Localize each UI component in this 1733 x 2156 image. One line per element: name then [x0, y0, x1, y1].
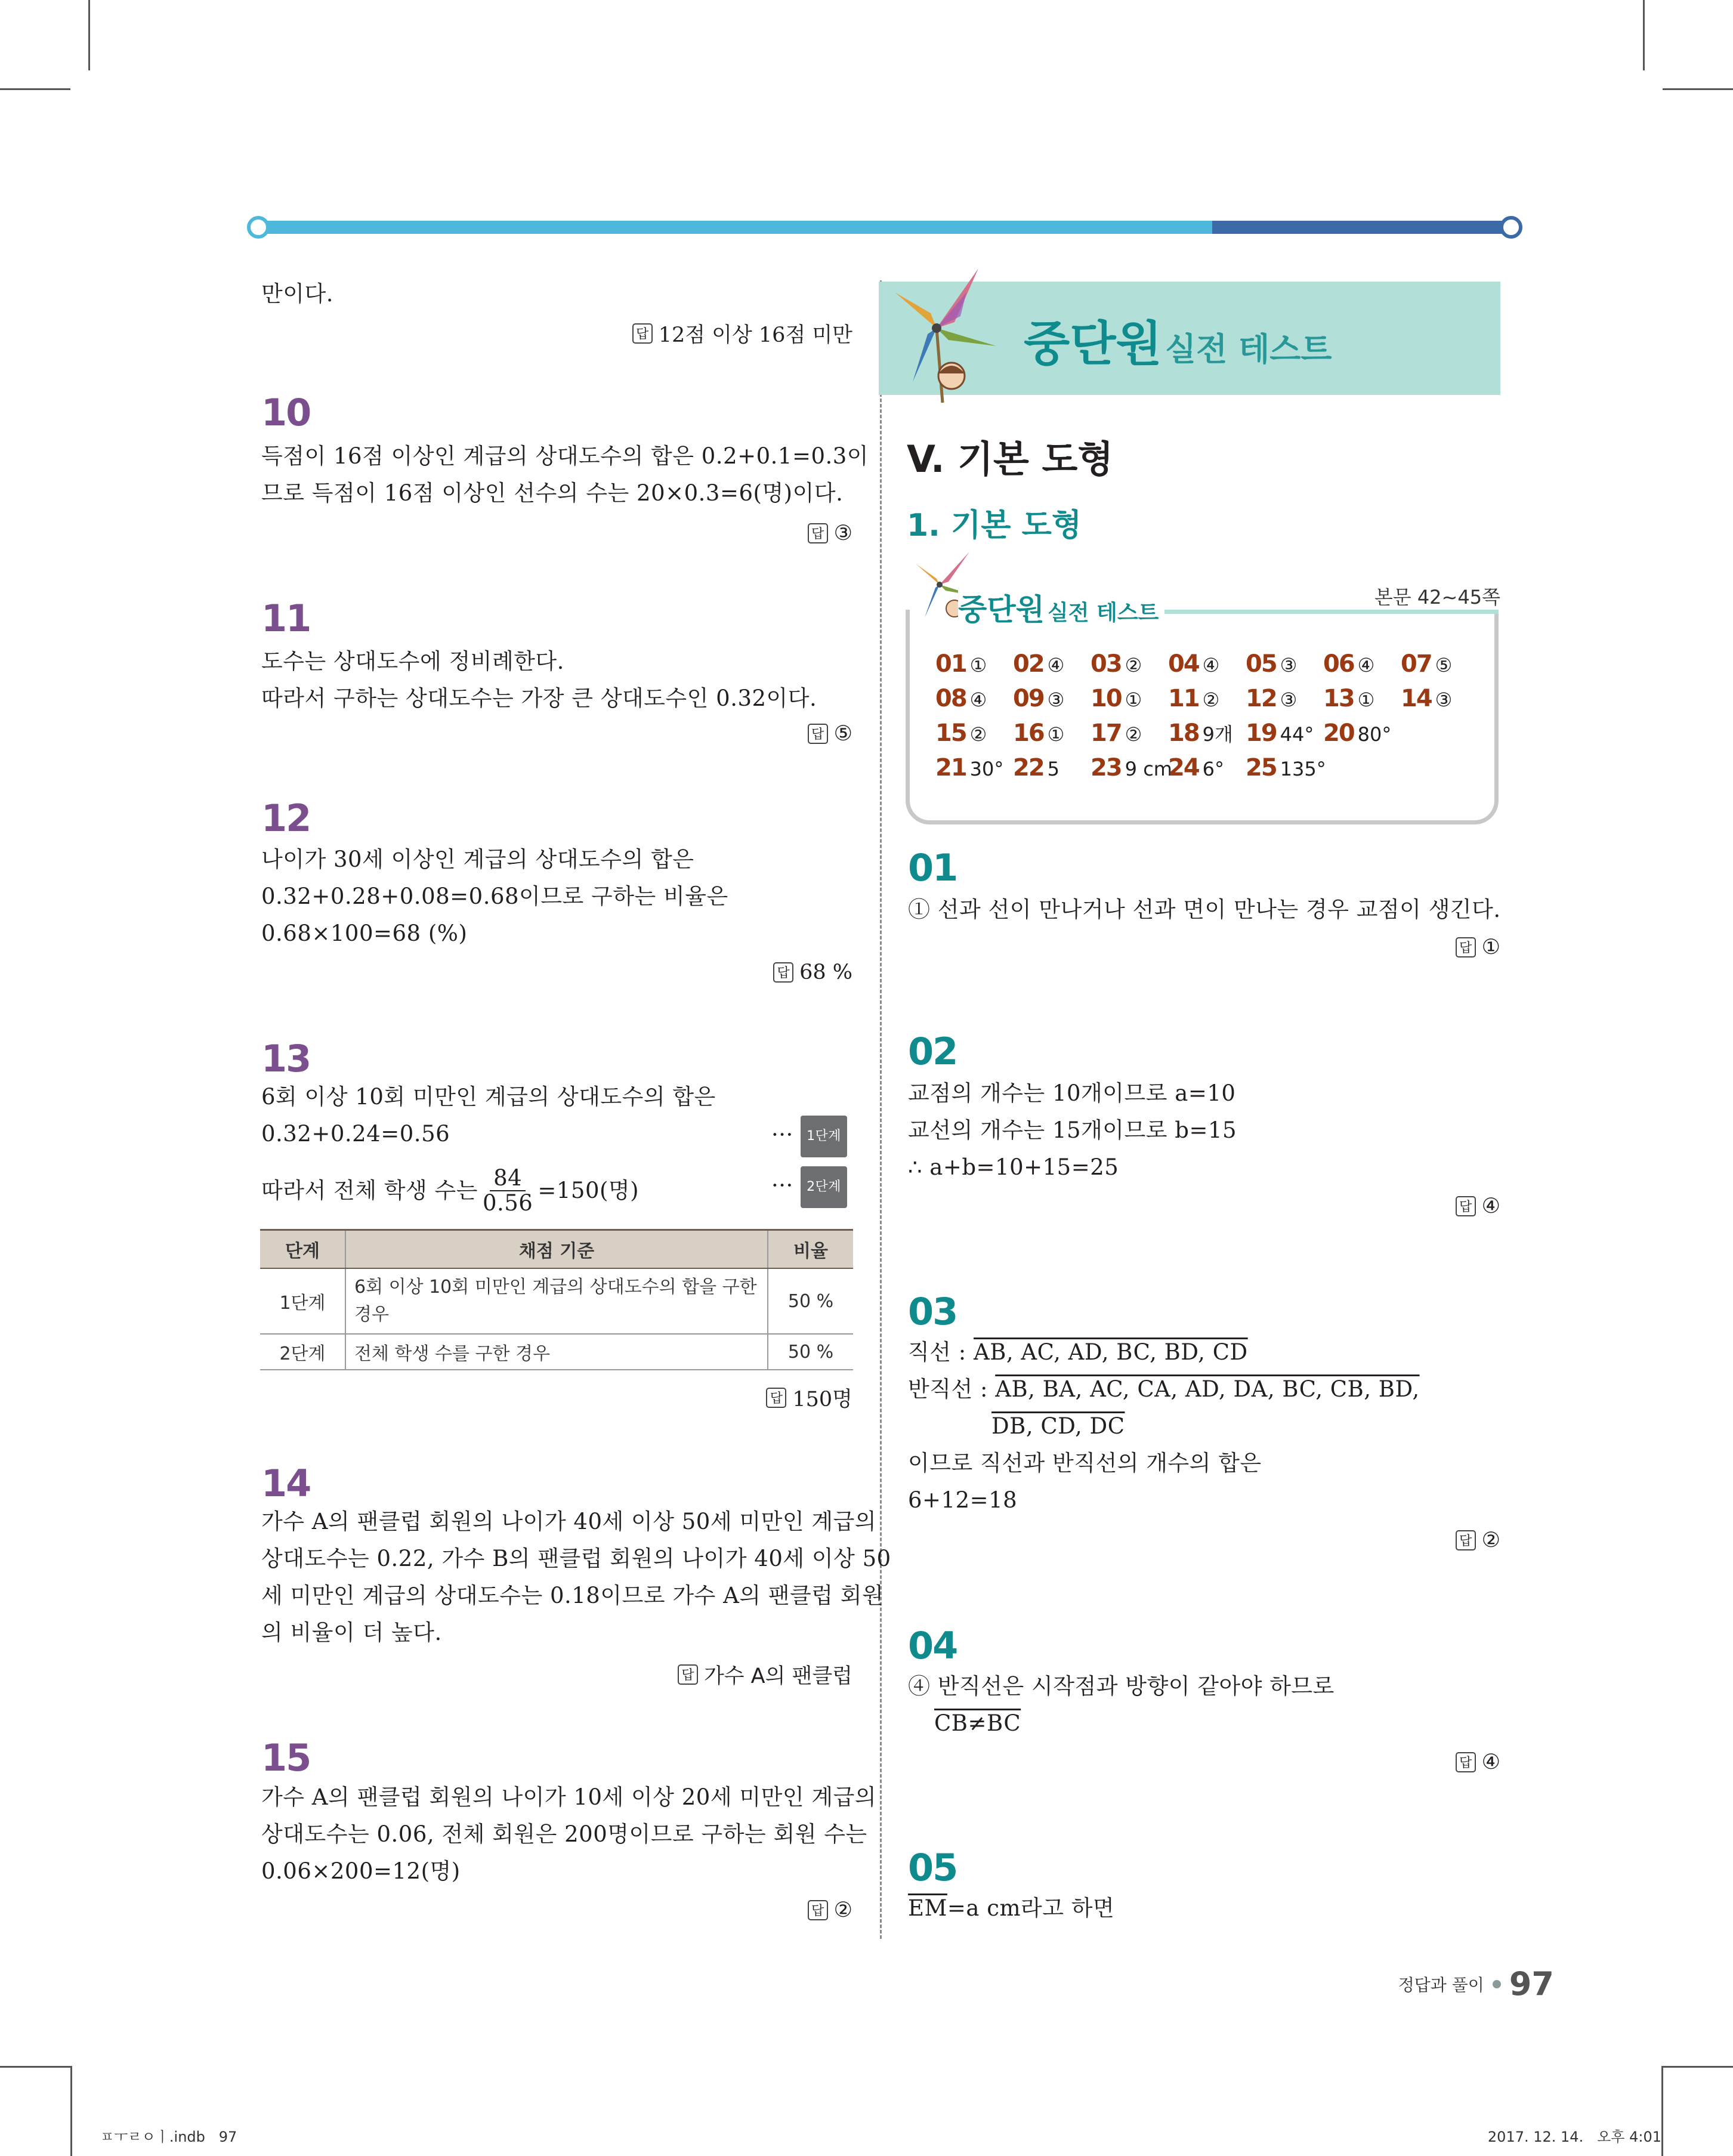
quick-answer-item: 01 ① [935, 650, 987, 678]
question-number: 03 [908, 1290, 957, 1333]
quick-answer-item: 04 ④ [1168, 650, 1220, 678]
solution-line: 득점이 16점 이상인 계급의 상대도수의 합은 0.2+0.1=0.3이 [261, 443, 869, 469]
quick-answer-item: 23 9 cm [1091, 754, 1172, 782]
table-row [260, 1268, 853, 1334]
solution-line: 0.32+0.28+0.08=0.68이므로 구하는 비율은 [261, 884, 728, 909]
crop-mark [0, 2066, 70, 2068]
solution-line: ④ 반직선은 시작점과 방향이 같아야 하므로 [908, 1673, 1334, 1699]
pinwheel-icon [889, 257, 1008, 406]
quick-answer-item: 16 ① [1013, 719, 1065, 747]
quick-answer-item: 19 44° [1246, 719, 1314, 747]
solution-line: 상대도수는 0.06, 전체 회원은 200명이므로 구하는 회원 수는 [261, 1821, 867, 1847]
quick-answer-item: 14 ③ [1401, 685, 1453, 712]
quick-answer-item: 22 5 [1013, 754, 1060, 782]
solution-line: 따라서 구하는 상대도수는 가장 큰 상대도수인 0.32이다. [261, 685, 817, 711]
answer: 답 12점 이상 16점 미만 [632, 319, 852, 348]
solution-line: 0.32+0.24=0.56 [261, 1121, 450, 1147]
question-number: 05 [908, 1846, 957, 1889]
header-bar [258, 221, 1505, 234]
table-header: 채점 기준 [345, 1230, 768, 1269]
solution-line: 도수는 상대도수에 정비례한다. [261, 648, 564, 674]
step-badge: 2단계 [801, 1166, 847, 1208]
quick-answer-item [1323, 754, 1401, 782]
answer: 답 ② [1456, 1528, 1500, 1552]
answer: 답 ② [808, 1898, 852, 1922]
answer-mark-icon: 답 [1456, 1752, 1476, 1772]
solution-line: ∴ a+b=10+15=25 [908, 1154, 1119, 1180]
step-badge: 1단계 [801, 1116, 847, 1157]
print-date: 2017. 12. 14. 오후 4:01 [1487, 2129, 1661, 2145]
answer-mark-icon: 답 [1456, 1196, 1476, 1216]
table-header: 비율 [768, 1230, 853, 1269]
footer-label: 정답과 풀이 [1398, 1975, 1484, 1995]
column-divider [880, 280, 882, 1939]
solution-line: 교선의 개수는 15개이므로 b=15 [908, 1117, 1237, 1143]
quick-answer-item: 08 ④ [935, 685, 987, 712]
answer-mark-icon: 답 [808, 523, 828, 543]
table-cell: 전체 학생 수를 구한 경우 [345, 1334, 768, 1370]
answer: 답 ① [1456, 935, 1500, 959]
solution-line: 0.06×200=12(명) [261, 1858, 461, 1884]
intro-text: 만이다. [261, 281, 333, 307]
quick-answer-grid [935, 650, 1478, 782]
quick-answer-item: 02 ④ [1013, 650, 1065, 678]
box-top-line [1163, 610, 1499, 614]
solution-line: 6회 이상 10회 미만인 계급의 상대도수의 합은 [261, 1084, 716, 1110]
quick-answer-item: 09 ③ [1013, 685, 1065, 712]
question-number: 15 [261, 1736, 311, 1780]
answer: 답 ④ [1456, 1750, 1500, 1774]
scoring-table [260, 1229, 853, 1370]
solution-line: 6+12=18 [908, 1487, 1018, 1513]
quick-answer-item: 07 ⑤ [1401, 650, 1453, 678]
print-file-name: ㅍㅜㄹㅇㅣ.indb 97 [100, 2129, 237, 2145]
answer-mark-icon: 답 [773, 962, 793, 983]
answer-mark-icon: 답 [808, 724, 828, 744]
table-cell: 50 % [768, 1334, 853, 1370]
quick-answer-item: 21 30° [935, 754, 1004, 782]
table-header: 단계 [260, 1230, 345, 1269]
quick-answer-item: 18 9개 [1168, 719, 1233, 747]
question-number: 01 [908, 846, 957, 889]
crop-mark [1663, 88, 1733, 90]
answer-mark-icon: 답 [766, 1388, 786, 1408]
page-footer [1398, 1965, 1554, 2003]
quick-answer-item [1401, 719, 1478, 747]
question-number: 04 [908, 1624, 957, 1667]
ray-list: DB, CD, DC [991, 1413, 1125, 1439]
solution-line: ① 선과 선이 만나거나 선과 면이 만나는 경우 교점이 생긴다. [908, 897, 1501, 922]
bullet-icon [1493, 1980, 1501, 1988]
table-header-row [260, 1230, 853, 1269]
answer-mark-icon: 답 [632, 323, 653, 344]
fraction: $\frac{84}{0.56}$ [482, 1165, 533, 1216]
answer: 답 가수 A의 팬클럽 [678, 1660, 852, 1689]
solution-line: 상대도수는 0.22, 가수 B의 팬클럽 회원의 나이가 40세 이상 50 [261, 1546, 891, 1571]
page-reference: 본문 42~45쪽 [1374, 586, 1500, 609]
question-number: 02 [908, 1030, 957, 1073]
solution-line: 므로 득점이 16점 이상인 선수의 수는 20×0.3=6(명)이다. [261, 480, 844, 506]
question-number: 12 [261, 796, 311, 840]
answer-mark-icon: 답 [808, 1900, 828, 1920]
answer-mark-icon: 답 [1456, 937, 1476, 957]
solution-line: 세 미만인 계급의 상대도수는 0.18이므로 가수 A의 팬클럽 회원 [261, 1583, 884, 1608]
section-title: 1. 기본 도형 [907, 508, 1082, 543]
answer: 답 ④ [1456, 1194, 1500, 1218]
table-cell: 1단계 [260, 1268, 345, 1334]
solution-line: 반직선 : AB, BA, AC, CA, AD, DA, BC, CB, BD, [908, 1376, 1420, 1402]
solution-line [991, 1408, 1125, 1445]
table-cell: 2단계 [260, 1334, 345, 1370]
solution-line: CB≠BC [934, 1710, 1021, 1736]
answer: 답 150명 [766, 1383, 852, 1413]
solution-line: 의 비율이 더 높다. [261, 1620, 442, 1645]
quick-answer-item [1401, 754, 1478, 782]
solution-line: 가수 A의 팬클럽 회원의 나이가 10세 이상 20세 미만인 계급의 [261, 1784, 877, 1810]
answer: 답 ⑤ [808, 722, 852, 746]
solution-line: 가수 A의 팬클럽 회원의 나이가 40세 이상 50세 미만인 계급의 [261, 1509, 877, 1534]
crop-mark [1661, 2066, 1663, 2156]
quick-answer-item: 11 ② [1168, 685, 1220, 712]
line-list: AB, AC, AD, BC, BD, CD [973, 1339, 1248, 1365]
table-cell: 6회 이상 10회 미만인 계급의 상대도수의 합을 구한 경우 [345, 1268, 768, 1334]
question-number: 10 [261, 391, 311, 434]
quick-answer-item: 25 135° [1246, 754, 1326, 782]
solution-line: 나이가 30세 이상인 계급의 상대도수의 합은 [261, 847, 694, 872]
ray-list: AB, BA, AC, CA, AD, DA, BC, CB, BD, [995, 1376, 1420, 1402]
crop-mark [88, 0, 90, 70]
solution-line: 직선 : AB, AC, AD, BC, BD, CD [908, 1339, 1248, 1365]
solution-line: 이므로 직선과 반직선의 개수의 합은 [908, 1450, 1262, 1476]
answer-mark-icon: 답 [1456, 1530, 1476, 1550]
crop-mark [1663, 2066, 1733, 2068]
solution-line: 0.68×100=68 (%) [261, 921, 468, 946]
question-number: 13 [261, 1037, 311, 1080]
table-cell: 50 % [768, 1268, 853, 1334]
solution-line: $\overline{EM}=a$ cm라고 하면 [908, 1895, 1115, 1921]
answer: 답 ③ [808, 521, 852, 545]
crop-mark [1643, 0, 1645, 70]
quick-answer-item: 03 ② [1091, 650, 1142, 678]
question-number: 11 [261, 597, 311, 640]
answer: 답 68 % [773, 960, 852, 984]
quick-answer-item: 24 6° [1168, 754, 1225, 782]
crop-mark [70, 2066, 72, 2156]
banner-title: 중단원 실전 테스트 [1024, 316, 1332, 372]
question-number: 14 [261, 1462, 311, 1505]
step-indicator: ··· 1단계 [771, 1116, 847, 1157]
solution-line: 교점의 개수는 10개이므로 a=10 [908, 1080, 1236, 1106]
quick-answer-item: 17 ② [1091, 719, 1142, 747]
quick-answer-item: 15 ② [935, 719, 987, 747]
answer-mark-icon: 답 [678, 1664, 698, 1685]
quick-answer-item: 05 ③ [1246, 650, 1298, 678]
quick-answer-item: 10 ① [1091, 685, 1142, 712]
crop-mark [0, 88, 70, 90]
box-title: 중단원 실전 테스트 [958, 586, 1164, 629]
page-number: 97 [1509, 1965, 1554, 2003]
quick-answer-item: 12 ③ [1246, 685, 1298, 712]
chapter-title: V. 기본 도형 [907, 437, 1114, 481]
quick-answer-item: 13 ① [1323, 685, 1375, 712]
quick-answer-item: 06 ④ [1323, 650, 1375, 678]
table-row [260, 1334, 853, 1370]
solution-line: 따라서 전체 학생 수는 $\frac{84}{0.56}$ =150(명) [261, 1165, 640, 1216]
quick-answer-item: 20 80° [1323, 719, 1392, 747]
step-indicator: ··· 2단계 [771, 1166, 847, 1208]
